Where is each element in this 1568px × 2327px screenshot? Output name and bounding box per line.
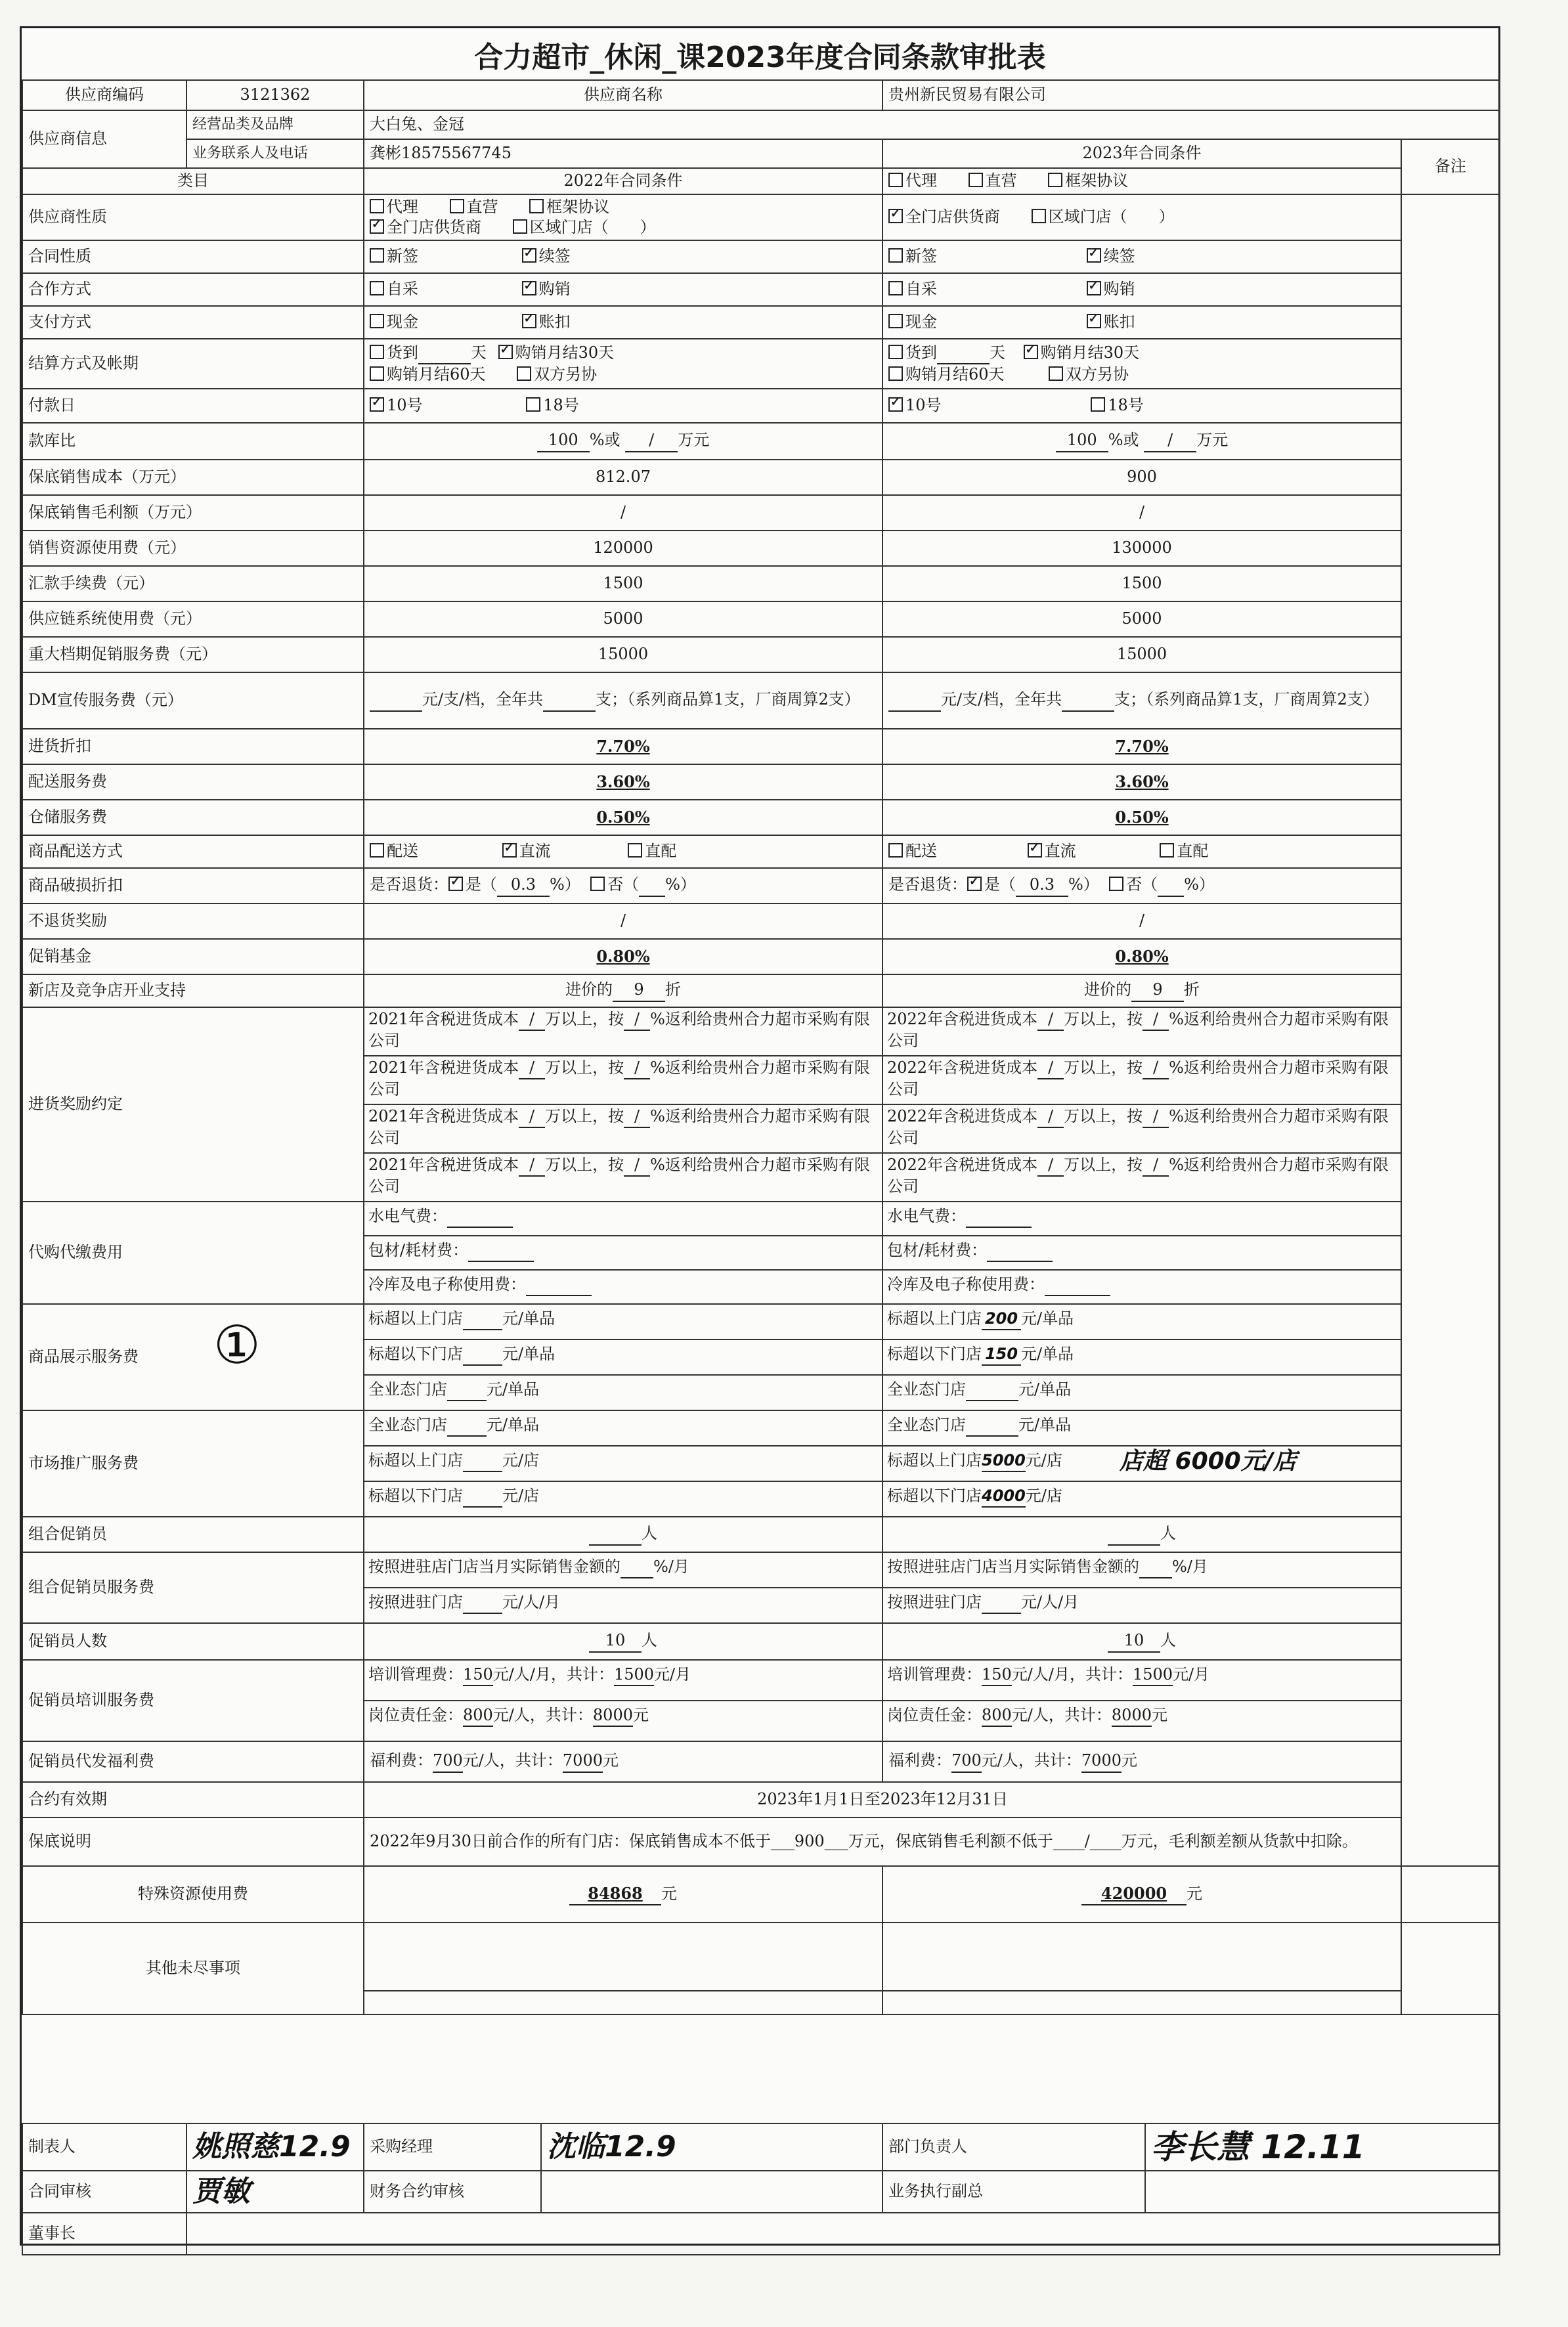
supplier-nature-2023: ✓全门店供货商 区域门店（ ）	[882, 194, 1401, 240]
remit-fee-label: 汇款手续费（元）	[22, 566, 364, 601]
contract-audit-label: 合同审核	[22, 2171, 186, 2213]
contract-table	[22, 79, 1500, 2015]
group-promoter-fee-2022: 按照进驻店门店当月实际销售金额的 %/月 按照进驻门店 元/人/月	[364, 1552, 882, 1623]
supply-chain-fee-2023: 5000	[882, 601, 1401, 637]
checkbox	[888, 843, 903, 858]
valid-period-value: 2023年1月1日至2023年12月31日	[364, 1782, 1401, 1817]
supplier-info-label: 供应商信息	[22, 110, 186, 168]
checkbox-checked	[1087, 248, 1101, 263]
group-promoter-fee-2023: 按照进驻店门店当月实际销售金额的 %/月 按照进驻门店 元/人/月	[882, 1552, 1401, 1623]
checkbox	[1049, 366, 1063, 381]
checkbox-checked	[1024, 345, 1038, 359]
storage-fee-2022: 0.50%	[364, 800, 882, 835]
resource-fee-label: 销售资源使用费（元）	[22, 531, 364, 566]
min-cost-2022: 812.07	[364, 460, 882, 495]
category-label: 经营品类及品牌	[186, 110, 364, 139]
delivery-mode-2022: 配送 ✓ 直流 直配	[364, 835, 882, 868]
promoter-training-2023: 培训管理费：150元/人/月，共计：1500元/月 岗位责任金：800元/人，共计：8000元	[882, 1660, 1401, 1741]
checkbox	[888, 366, 903, 381]
checkbox	[370, 199, 384, 213]
group-promoter-2023: 人	[882, 1517, 1401, 1552]
checkbox	[1091, 397, 1105, 412]
guarantee-note-value: 2022年9月30日前合作的所有门店：保底销售成本不低于___900___万元，保底销售毛利额不低于____/____万元，毛利额差额从货款中扣除。	[364, 1817, 1500, 1866]
purchase-reward-2022: 2021年含税进货成本 / 万以上，按 / %返利给贵州合力超市采购有限公司 2021年含税进货成本 / 万以上，按 / %返利给贵州合力超市采购有限公司 2021年含税进货成本 / 万以上，按 / %返利给贵州合力超市采购有限公司 2021年含税进货成本 / 万以上，按 / %返利给贵州合力超市采购有限公司	[364, 1007, 882, 1202]
checkbox	[370, 281, 384, 295]
checkbox-checked	[370, 219, 384, 234]
new-store-2022: 进价的 9 折	[364, 974, 882, 1007]
holiday-fee-2022: 15000	[364, 637, 882, 672]
purchase-mgr-label: 采购经理	[364, 2123, 541, 2171]
checkbox	[370, 314, 384, 328]
checkbox-checked	[448, 877, 463, 891]
special-fee-note	[1401, 1866, 1500, 1923]
checkbox	[1160, 843, 1174, 858]
dept-head-label: 部门负责人	[882, 2123, 1145, 2171]
stock-ratio-2023: 100 %或 / 万元	[882, 423, 1401, 460]
category-value: 大白兔、金冠	[364, 110, 1500, 139]
valid-period-label: 合约有效期	[22, 1782, 364, 1817]
contract-audit-signature: 贾敏	[186, 2171, 364, 2213]
special-fee-2023: 420000 元	[882, 1866, 1401, 1923]
other-label: 其他未尽事项	[22, 1923, 364, 2014]
checkbox	[1048, 173, 1062, 187]
stock-ratio-label: 款库比	[22, 423, 364, 460]
finance-audit-label: 财务合约审核	[364, 2171, 541, 2213]
min-cost-label: 保底销售成本（万元）	[22, 460, 364, 495]
checkbox	[370, 843, 384, 858]
dm-fee-2023: 元/支/档，全年共 支；（系列商品算1支，厂商周算2支）	[882, 672, 1401, 729]
pay-mode-label: 支付方式	[22, 306, 364, 339]
checkbox	[628, 843, 642, 858]
group-promoter-fee-label: 组合促销员服务费	[22, 1552, 364, 1623]
contact-label: 业务联系人及电话	[186, 139, 364, 168]
purchase-discount-2022: 7.70%	[364, 729, 882, 764]
promoter-count-2023: 10 人	[882, 1623, 1401, 1660]
promoter-welfare-label: 促销员代发福利费	[22, 1741, 364, 1782]
group-promoter-label: 组合促销员	[22, 1517, 364, 1552]
checkbox-checked	[888, 397, 903, 412]
pay-day-2022: ✓ 10号 18号	[364, 389, 882, 423]
agency-fee-2022: 水电气费： 包材/耗材费： 冷库及电子称使用费：	[364, 1202, 882, 1304]
checkbox-checked	[967, 877, 982, 891]
display-fee-label: 商品展示服务费 ①	[22, 1304, 364, 1410]
checkbox-checked	[370, 397, 384, 412]
promoter-training-label: 促销员培训服务费	[22, 1660, 364, 1741]
holiday-fee-label: 重大档期促销服务费（元）	[22, 637, 364, 672]
coop-mode-2023: 自采 ✓ 购销	[882, 273, 1401, 306]
purchase-mgr-signature: 沈临12.9	[541, 2123, 882, 2171]
special-fee-label: 特殊资源使用费	[22, 1866, 364, 1923]
coop-mode-label: 合作方式	[22, 273, 364, 306]
promoter-count-2022: 10 人	[364, 1623, 882, 1660]
coop-mode-2022: 自采 ✓ 购销	[364, 273, 882, 306]
page-title: 合力超市_休闲_课2023年度合同条款审批表	[474, 41, 1046, 74]
delivery-mode-2023: 配送 ✓ 直流 直配	[882, 835, 1401, 868]
market-fee-2023: 全业态门店 元/单品 标超以上门店5000元/店 店超 6000元/店 标超以下门店4000元/店	[882, 1410, 1401, 1517]
delivery-fee-label: 配送服务费	[22, 764, 364, 800]
approval-sheet	[20, 26, 1500, 2246]
row-2023-agent: 代理 直营 框架协议	[882, 168, 1401, 194]
resource-fee-2022: 120000	[364, 531, 882, 566]
pay-mode-2022: 现金 ✓ 账扣	[364, 306, 882, 339]
contract-nature-2022: 新签 ✓ 续签	[364, 240, 882, 273]
market-fee-label: 市场推广服务费	[22, 1410, 364, 1517]
market-fee-2022: 全业态门店 元/单品 标超以上门店 元/店 标超以下门店 元/店	[364, 1410, 882, 1517]
checkbox	[888, 281, 903, 295]
promoter-count-label: 促销员人数	[22, 1623, 364, 1660]
header-note: 备注	[1401, 139, 1500, 194]
no-return-reward-2023: /	[882, 903, 1401, 939]
dm-fee-2022: 元/支/档，全年共 支；（系列商品算1支，厂商周算2支）	[364, 672, 882, 729]
supply-chain-fee-2022: 5000	[364, 601, 882, 637]
no-return-reward-2022: /	[364, 903, 882, 939]
checkbox-checked	[522, 281, 536, 295]
maker-signature: 姚照慈12.9	[186, 2123, 364, 2171]
header-2023: 2023年合同条件	[882, 139, 1401, 168]
checkbox-checked	[1087, 314, 1101, 328]
supplier-name: 贵州新民贸易有限公司	[882, 80, 1500, 110]
contract-nature-label: 合同性质	[22, 240, 364, 273]
damage-discount-2022: 是否退货：✓ 是（ 0.3 %） 否（ %）	[364, 868, 882, 903]
checkbox-checked	[502, 843, 517, 858]
signature-table	[22, 2123, 1500, 2255]
dm-fee-label: DM宣传服务费（元）	[22, 672, 364, 729]
supplier-code-label: 供应商编码	[22, 80, 186, 110]
header-item: 类目	[22, 168, 364, 194]
purchase-reward-2023: 2022年含税进货成本 / 万以上，按 / %返利给贵州合力超市采购有限公司 2022年含税进货成本 / 万以上，按 / %返利给贵州合力超市采购有限公司 2022年含税进货成本 / 万以上，按 / %返利给贵州合力超市采购有限公司 2022年含税进货成本 / 万以上，按 / %返利给贵州合力超市采购有限公司	[882, 1007, 1401, 1202]
checkbox	[370, 345, 384, 359]
checkbox	[526, 397, 540, 412]
checkbox	[1032, 209, 1046, 223]
promoter-training-2022: 培训管理费：150元/人/月，共计：1500元/月 岗位责任金：800元/人，共计：8000元	[364, 1660, 882, 1741]
remit-fee-2022: 1500	[364, 566, 882, 601]
dept-head-signature: 李长慧 12.11	[1145, 2123, 1500, 2171]
checkbox-checked	[1087, 281, 1101, 295]
no-return-reward-label: 不退货奖励	[22, 903, 364, 939]
checkbox	[888, 248, 903, 263]
remit-fee-2023: 1500	[882, 566, 1401, 601]
chairman-signature	[186, 2213, 1500, 2255]
pay-day-label: 付款日	[22, 389, 364, 423]
checkbox	[969, 173, 983, 187]
min-profit-label: 保底销售毛利额（万元）	[22, 495, 364, 531]
promo-fund-2023: 0.80%	[882, 939, 1401, 974]
promo-fund-2022: 0.80%	[364, 939, 882, 974]
storage-fee-2023: 0.50%	[882, 800, 1401, 835]
other-2022	[364, 1923, 882, 2014]
resource-fee-2023: 130000	[882, 531, 1401, 566]
exec-vp-signature	[1145, 2171, 1500, 2213]
supplier-nature-2022: 代理 直营 框架协议 ✓全门店供货商 区域门店（ ）	[364, 194, 882, 240]
contact-value: 龚彬18575567745	[364, 139, 882, 168]
checkbox-checked	[498, 345, 513, 359]
checkbox-checked	[522, 314, 536, 328]
checkbox	[590, 877, 605, 891]
display-fee-2022: 标超以上门店 元/单品 标超以下门店 元/单品 全业态门店 元/单品	[364, 1304, 882, 1410]
checkbox	[529, 199, 544, 213]
exec-vp-label: 业务执行副总	[882, 2171, 1145, 2213]
damage-discount-label: 商品破损折扣	[22, 868, 364, 903]
checkbox	[888, 345, 903, 359]
supplier-nature-label: 供应商性质	[22, 194, 364, 240]
promoter-welfare-2022: 福利费：700元/人，共计：7000元	[364, 1741, 882, 1782]
min-profit-2022: /	[364, 495, 882, 531]
checkbox	[1109, 877, 1123, 891]
note-column	[1401, 194, 1500, 1866]
min-profit-2023: /	[882, 495, 1401, 531]
pay-day-2023: ✓ 10号 18号	[882, 389, 1401, 423]
checkbox	[517, 366, 531, 381]
holiday-fee-2023: 15000	[882, 637, 1401, 672]
display-fee-2023: 标超以上门店 200 元/单品 标超以下门店 150 元/单品 全业态门店 元/单品	[882, 1304, 1401, 1410]
promoter-welfare-2023: 福利费：700元/人，共计：7000元	[882, 1741, 1401, 1782]
special-fee-2022: 84868 元	[364, 1866, 882, 1923]
checkbox	[513, 219, 527, 234]
group-promoter-2022: 人	[364, 1517, 882, 1552]
promo-fund-label: 促销基金	[22, 939, 364, 974]
min-cost-2023: 900	[882, 460, 1401, 495]
other-2023	[882, 1923, 1401, 2014]
chairman-label: 董事长	[22, 2213, 186, 2255]
checkbox-checked	[522, 248, 536, 263]
checkbox	[888, 314, 903, 328]
storage-fee-label: 仓储服务费	[22, 800, 364, 835]
finance-audit-signature	[541, 2171, 882, 2213]
settle-mode-2022: 货到 天 ✓ 购销月结30天 购销月结60天 双方另协	[364, 339, 882, 389]
purchase-discount-2023: 7.70%	[882, 729, 1401, 764]
handwritten-market-note: 店超 6000元/店	[1120, 1448, 1297, 1475]
damage-discount-2023: 是否退货：✓ 是（ 0.3 %） 否（ %）	[882, 868, 1401, 903]
settle-mode-2023: 货到 天 ✓ 购销月结30天 购销月结60天 双方另协	[882, 339, 1401, 389]
new-store-2023: 进价的 9 折	[882, 974, 1401, 1007]
supply-chain-fee-label: 供应链系统使用费（元）	[22, 601, 364, 637]
supplier-name-label: 供应商名称	[364, 80, 882, 110]
stock-ratio-2022: 100 %或 / 万元	[364, 423, 882, 460]
purchase-discount-label: 进货折扣	[22, 729, 364, 764]
pay-mode-2023: 现金 ✓ 账扣	[882, 306, 1401, 339]
purchase-reward-label: 进货奖励约定	[22, 1007, 364, 1202]
delivery-fee-2022: 3.60%	[364, 764, 882, 800]
agency-fee-label: 代购代缴费用	[22, 1202, 364, 1304]
supplier-code: 3121362	[186, 80, 364, 110]
delivery-mode-label: 商品配送方式	[22, 835, 364, 868]
checkbox	[370, 366, 384, 381]
checkbox-checked	[888, 209, 903, 223]
checkbox	[888, 173, 903, 187]
maker-label: 制表人	[22, 2123, 186, 2171]
checkbox	[450, 199, 464, 213]
handwritten-circle-mark: ①	[213, 1315, 261, 1376]
header-2022: 2022年合同条件	[364, 168, 882, 194]
checkbox	[370, 248, 384, 263]
guarantee-note-label: 保底说明	[22, 1817, 364, 1866]
contract-nature-2023: 新签 ✓ 续签	[882, 240, 1401, 273]
other-note	[1401, 1923, 1500, 2014]
checkbox-checked	[1028, 843, 1042, 858]
new-store-label: 新店及竞争店开业支持	[22, 974, 364, 1007]
delivery-fee-2023: 3.60%	[882, 764, 1401, 800]
agency-fee-2023: 水电气费： 包材/耗材费： 冷库及电子称使用费：	[882, 1202, 1401, 1304]
settle-mode-label: 结算方式及帐期	[22, 339, 364, 389]
